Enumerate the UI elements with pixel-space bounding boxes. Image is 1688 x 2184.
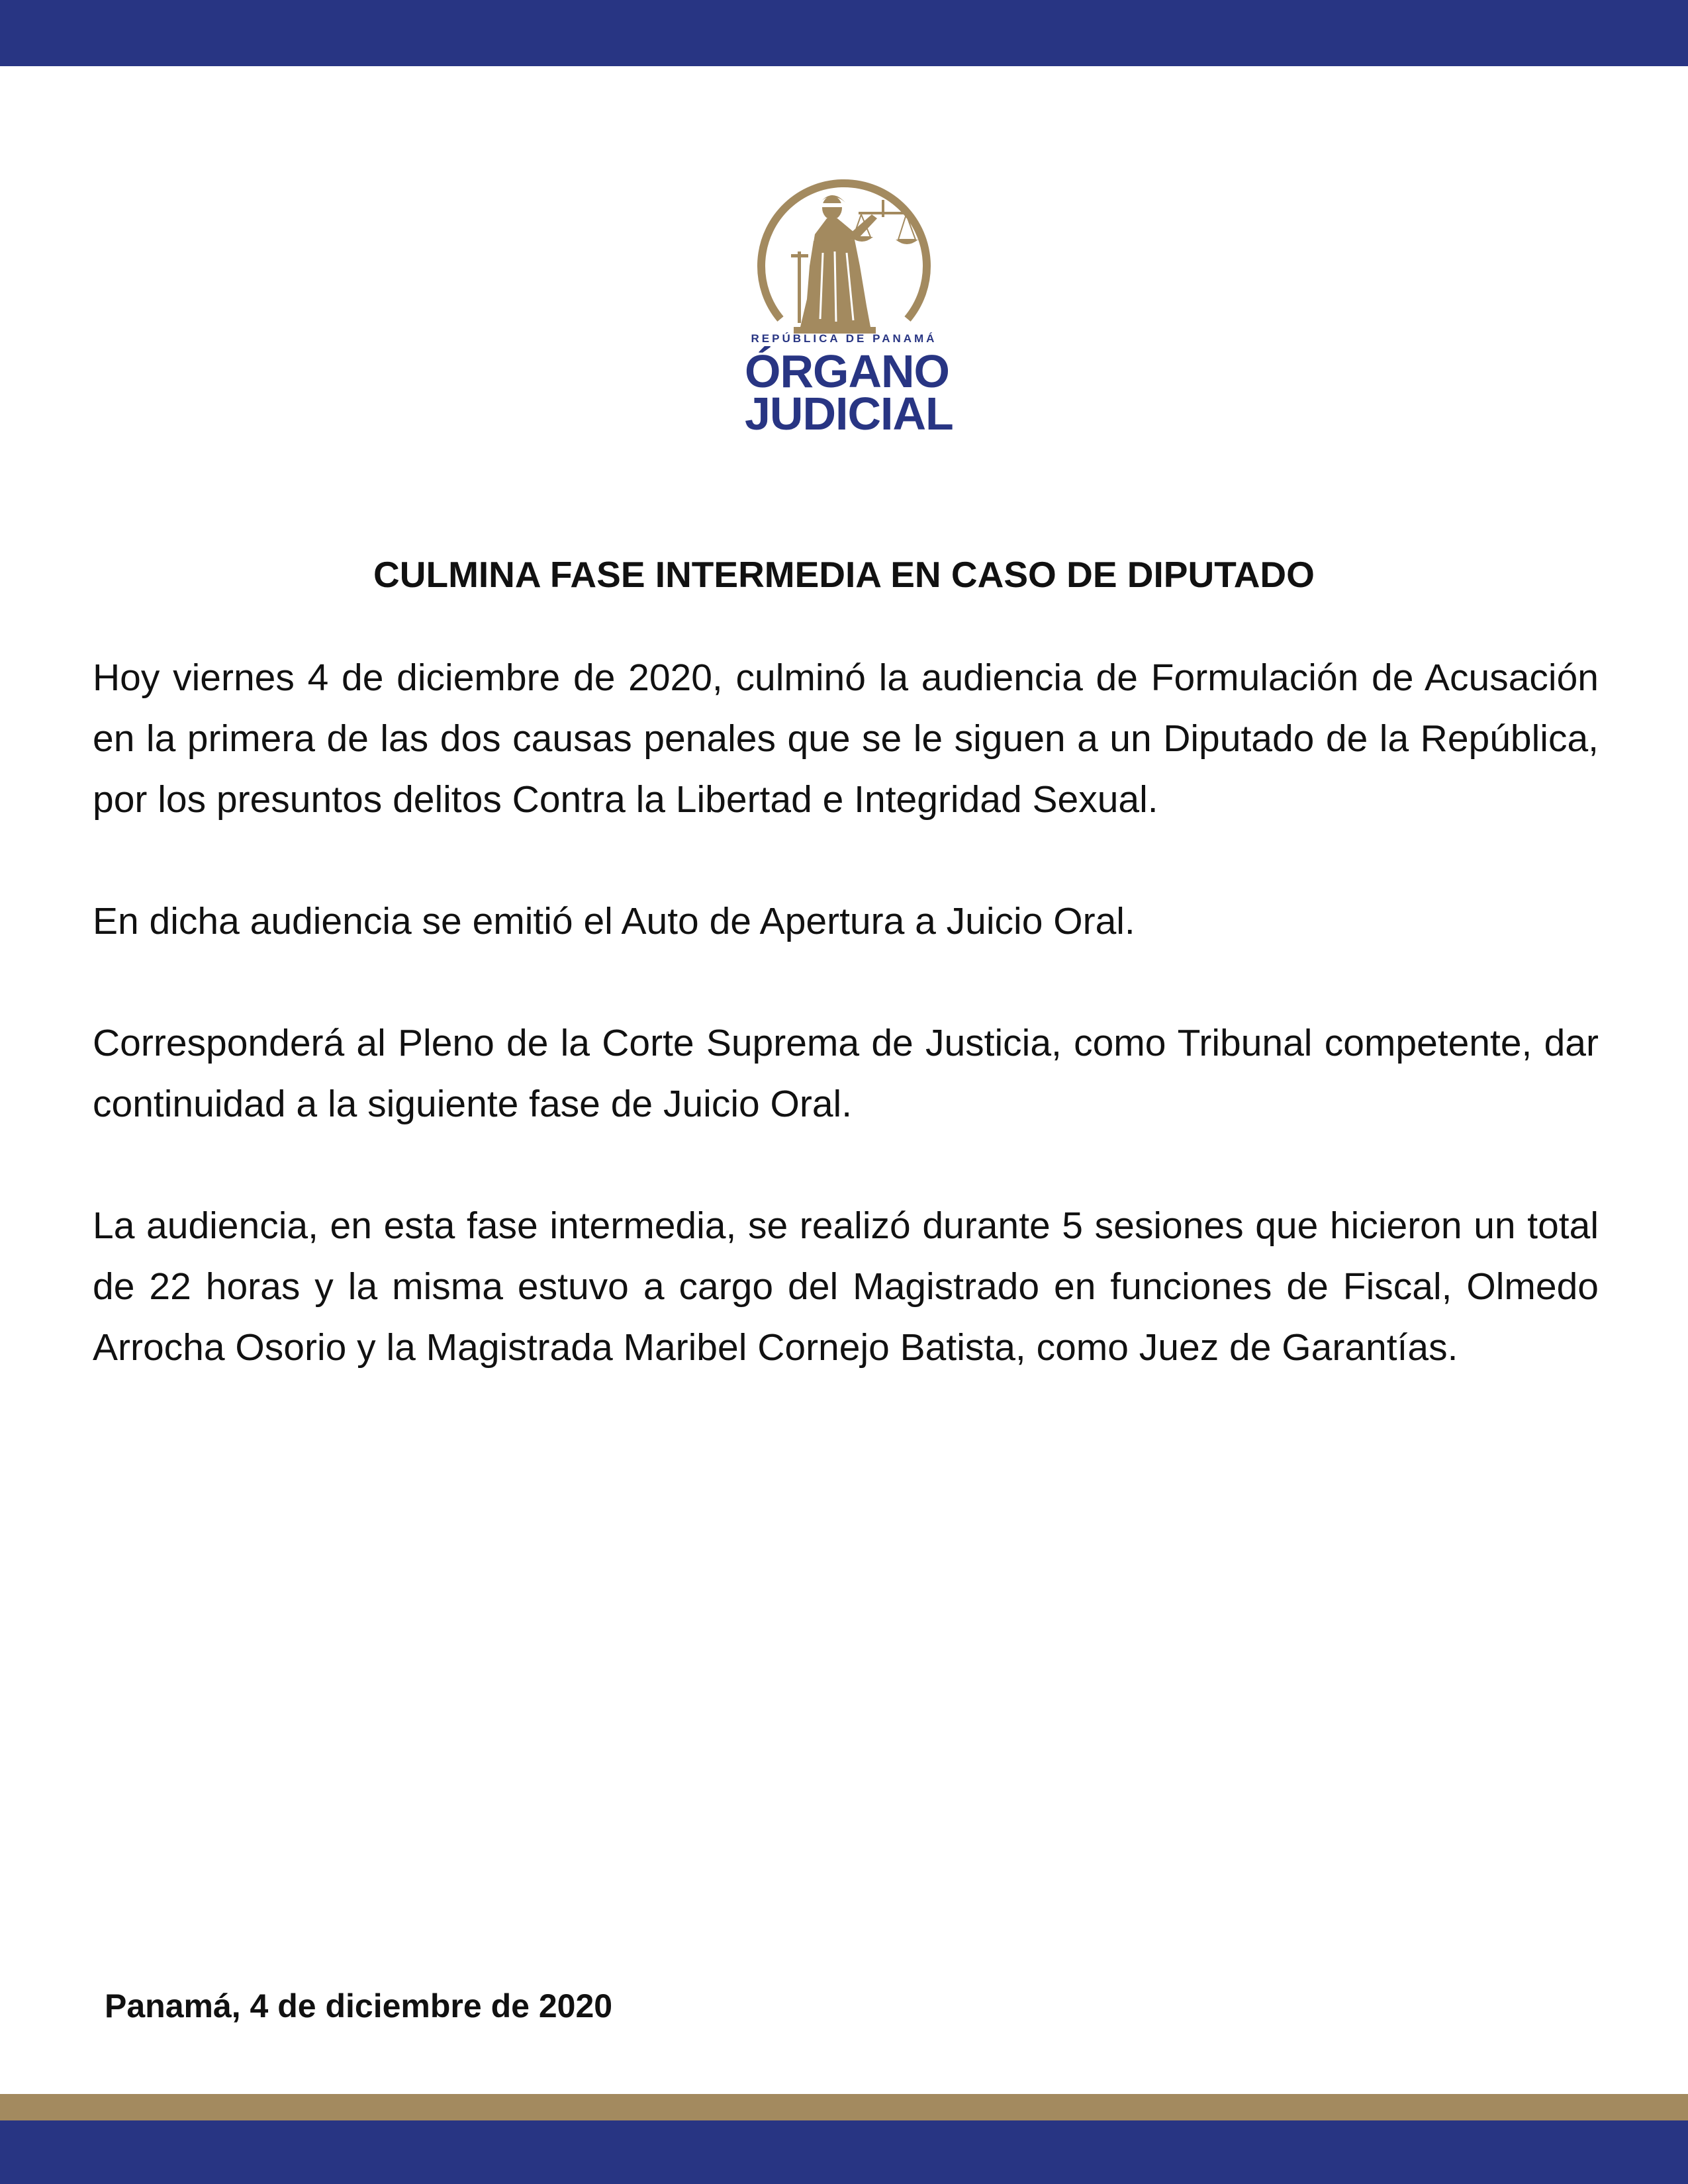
paragraph-3: Corresponderá al Pleno de la Corte Suprema de Justicia, como Tribunal competente, dar continuidad a la siguiente fase de Juicio Oral. [93, 1022, 1599, 1125]
footer-band [0, 2120, 1688, 2184]
paragraph-2: En dicha audiencia se emitió el Auto de Apertura a Juicio Oral. [93, 900, 1135, 942]
logo-country-line: REPÚBLICA DE PANAMÁ [751, 332, 937, 345]
page-title: CULMINA FASE INTERMEDIA EN CASO DE DIPUTADO [373, 554, 1315, 595]
lady-justice-emblem-icon [754, 173, 934, 339]
article-body [93, 647, 1599, 1439]
header-band [0, 0, 1688, 66]
date-signoff: Panamá, 4 de diciembre de 2020 [105, 1987, 613, 2025]
paragraph-4: La audiencia, en esta fase intermedia, se realizó durante 5 sesiones que hicieron un total de 22 horas y la misma estuvo a cargo del Magistrado en funciones de Fiscal, Olmedo Arrocha Osorio y la Magistrada Maribel Cornejo Batista, como Juez de Garantías. [93, 1205, 1599, 1369]
logo-word-organo: ÓRGANO [745, 345, 949, 397]
logo-word-judicial: JUDICIAL [745, 388, 953, 439]
footer-gold-stripe [0, 2094, 1688, 2120]
paragraph-1: Hoy viernes 4 de diciembre de 2020, culminó la audiencia de Formulación de Acusación en la primera de las dos causas penales que se le siguen a un Diputado de la República, por los presuntos delitos Contra la Libertad e Integridad Sexual. [93, 657, 1599, 821]
